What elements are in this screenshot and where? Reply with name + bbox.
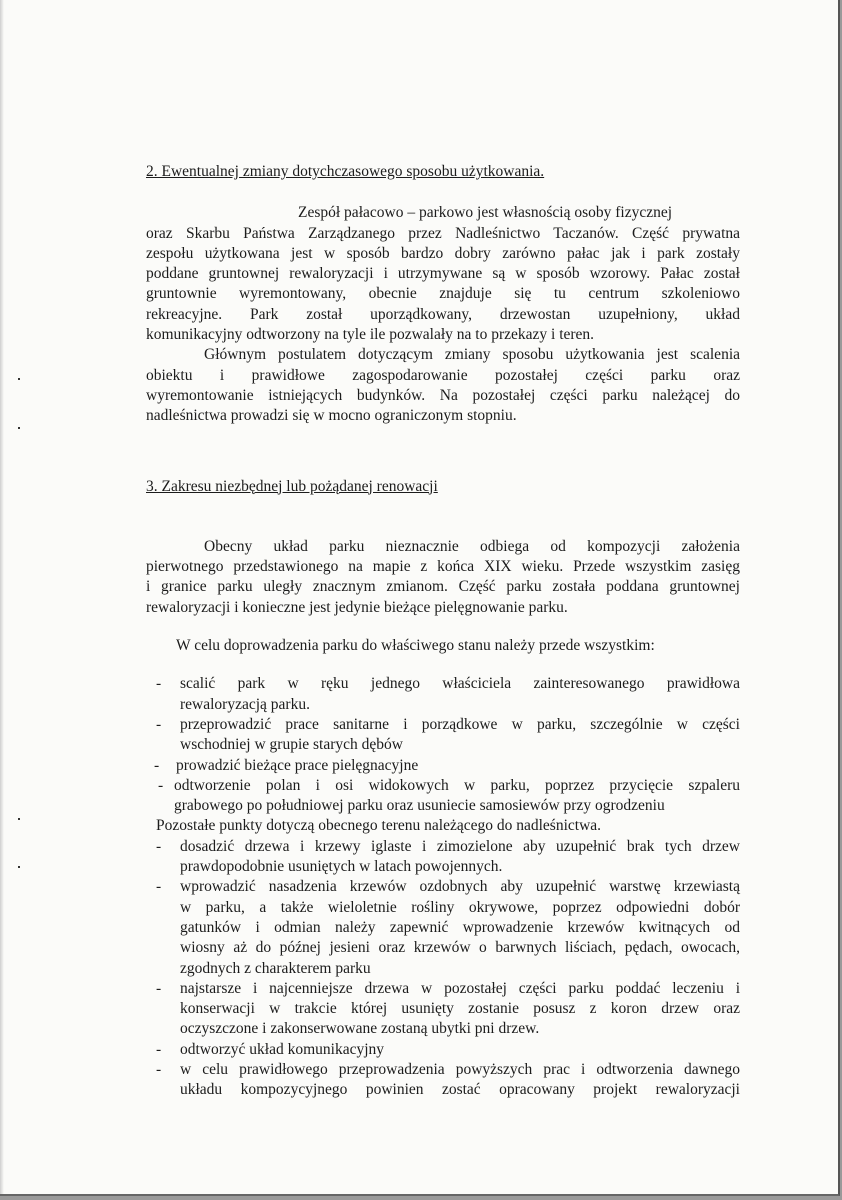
text-line: w celu prawidłowego przeprowadzenia powyższych prac i odtworzenia dawnego bbox=[180, 1060, 740, 1078]
dash-bullet: - bbox=[156, 715, 162, 733]
list-item bbox=[146, 877, 740, 978]
text-line: konserwacji w trakcie której usunięty zostanie posusz z koron drzew oraz bbox=[180, 1000, 740, 1018]
text-line: odtworzyć układ komunikacyjny bbox=[180, 1040, 385, 1058]
text-line: pierwotnego przedstawionego na mapie z końca XIX wieku. Przede wszystkim zasięg bbox=[146, 558, 740, 576]
text-line: oczyszczone i zakonserwowane zostaną ubytki pni drzew. bbox=[180, 1020, 540, 1038]
list-item bbox=[146, 979, 740, 1040]
text-line: poddane gruntownej rewaloryzacji i utrzymywane są w sposób wzorowy. Pałac został bbox=[146, 265, 740, 283]
scan-speck bbox=[18, 866, 20, 868]
list-item bbox=[146, 715, 740, 756]
text-line: zespołu użytkowana jest w sposób bardzo dobry zarówno pałac jak i park zostały bbox=[146, 244, 740, 262]
scan-speck bbox=[18, 818, 20, 820]
dash-bullet: - bbox=[156, 1040, 162, 1058]
text-line: prawdopodobnie usuniętych w latach powojennych. bbox=[180, 858, 503, 876]
section-3-note: Pozostałe punkty dotyczą obecnego terenu należącego do nadleśnictwa. bbox=[156, 817, 602, 835]
section-2-paragraph-1 bbox=[146, 203, 740, 345]
text-line: Obecny układ parku nieznacznie odbiega od kompozycji założenia bbox=[204, 537, 740, 555]
text-line: obiektu i prawidłowe zagospodarowanie pozostałej części parku oraz bbox=[146, 366, 740, 384]
list-item bbox=[146, 756, 740, 776]
section-3-intro: W celu doprowadzenia parku do właściwego stanu należy przede wszystkim: bbox=[176, 637, 655, 655]
dash-bullet: - bbox=[156, 675, 162, 693]
renovation-list-2 bbox=[146, 837, 740, 1101]
list-item bbox=[146, 1060, 740, 1101]
text-line: przeprowadzić prace sanitarne i porządkowe w parku, szczególnie w części bbox=[180, 715, 740, 733]
dash-bullet: - bbox=[154, 756, 160, 774]
list-item bbox=[146, 776, 740, 817]
text-line: gruntownie wyremontowany, obecnie znajduje się tu centrum szkoleniowo bbox=[146, 285, 740, 303]
dash-bullet: - bbox=[156, 878, 162, 896]
text-line: rewaloryzacją parku. bbox=[180, 695, 310, 713]
dash-bullet: - bbox=[156, 837, 162, 855]
text-line: najstarsze i najcenniejsze drzewa w pozostałej części parku poddać leczeniu i bbox=[180, 979, 740, 997]
list-item bbox=[146, 674, 740, 715]
list-item bbox=[146, 837, 740, 878]
text-line: układu kompozycyjnego powinien zostać opracowany projekt rewaloryzacji bbox=[180, 1081, 740, 1099]
document-body bbox=[146, 162, 740, 1101]
scan-speck bbox=[18, 378, 20, 380]
text-line: wschodniej w grupie starych dębów bbox=[180, 736, 403, 754]
text-line: w parku, a także wieloletnie rośliny okrywowe, poprzez odpowiedni dobór bbox=[180, 898, 740, 916]
text-line: Głównym postulatem dotyczącym zmiany sposobu użytkowania jest scalenia bbox=[204, 346, 740, 364]
text-line: komunikacyjny odtworzony na tyle ile pozwalały na to przekazy i teren. bbox=[146, 326, 595, 344]
text-line: rewaloryzacji i konieczne jest jedynie bieżące pielęgnowanie parku. bbox=[146, 598, 568, 616]
section-2-heading: 2. Ewentualnej zmiany dotychczasowego sposobu użytkowania. bbox=[146, 163, 545, 180]
text-line: prowadzić bieżące prace pielęgnacyjne bbox=[176, 756, 419, 774]
list-item bbox=[146, 1040, 740, 1060]
text-line: wyremontowanie istniejących budynków. Na pozostałej części parku należącej do bbox=[146, 386, 740, 404]
text-line: scalić park w ręku jednego właściciela zainteresowanego prawidłowa bbox=[180, 675, 740, 693]
text-line: nadleśnictwa prowadzi się w mocno ograniczonym stopniu. bbox=[146, 407, 517, 425]
scan-speck bbox=[18, 427, 20, 429]
dash-bullet: - bbox=[156, 979, 162, 997]
text-line: i granice parku uległy znacznym zmianom. Część parku została poddana gruntownej bbox=[146, 578, 740, 596]
text-line: rekreacyjne. Park został uporządkowany, drzewostan uzupełniony, układ bbox=[146, 305, 740, 323]
text-line: Zespół pałacowo – parkowo jest własnością osoby fizycznej bbox=[298, 204, 673, 222]
section-3-paragraph-1 bbox=[146, 537, 740, 618]
dash-bullet: - bbox=[158, 776, 164, 794]
section-3-heading: 3. Zakresu niezbędnej lub pożądanej renowacji bbox=[146, 477, 438, 495]
text-line: gatunków i odmian należy zapewnić wprowadzenie krzewów kwitnących od bbox=[180, 918, 740, 936]
text-line: odtworzenie polan i osi widokowych w parku, poprzez przycięcie szpaleru bbox=[174, 776, 740, 794]
text-line: oraz Skarbu Państwa Zarządzanego przez Nadleśnictwo Taczanów. Część prywatna bbox=[146, 224, 740, 242]
text-line: wiosny aż do późnej jesieni oraz krzewów o barwnych liściach, pędach, owocach, bbox=[180, 939, 740, 957]
text-line: zgodnych z charakterem parku bbox=[180, 959, 371, 977]
section-2-paragraph-2 bbox=[146, 345, 740, 426]
dash-bullet: - bbox=[156, 1060, 162, 1078]
text-line: wprowadzić nasadzenia krzewów ozdobnych aby uzupełnić warstwę krzewiastą bbox=[180, 878, 740, 896]
renovation-list-1 bbox=[146, 674, 740, 816]
text-line: grabowego po południowej parku oraz usuniecie samosiewów przy ogrodzeniu bbox=[174, 797, 665, 815]
text-line: dosadzić drzewa i krzewy iglaste i zimozielone aby uzupełnić brak tych drzew bbox=[180, 837, 740, 855]
